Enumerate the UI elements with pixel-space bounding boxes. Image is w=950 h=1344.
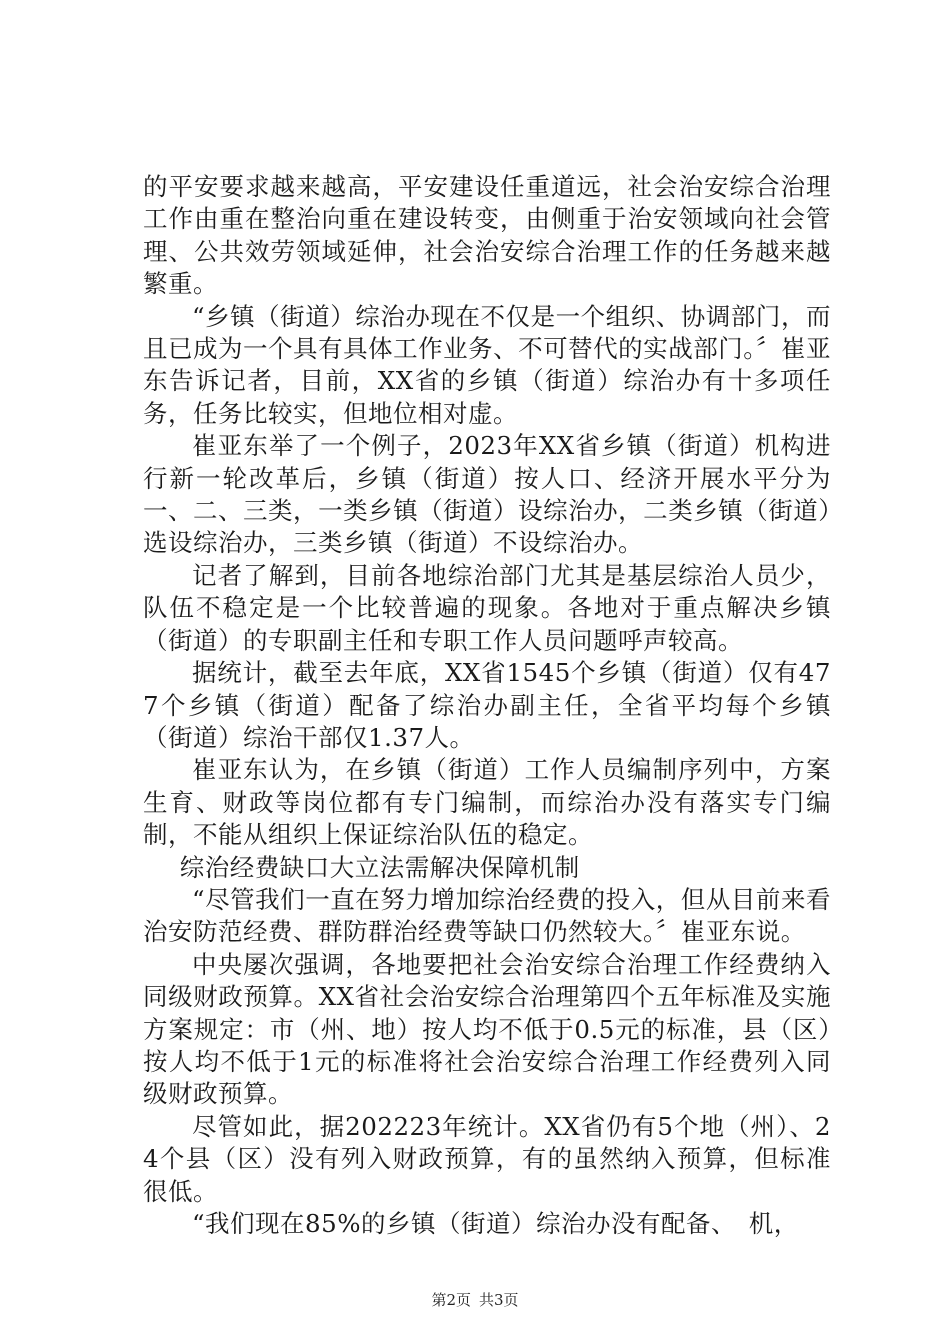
paragraph-staff-shortage: 记者了解到，目前各地综治部门尤其是基层综治人员少，队伍不稳定是一个比较普遍的现象。各地对于重点解决乡镇（街道）的专职副主任和专职工作人员问题呼声较高。 [143,560,831,655]
paragraph-reform-example: 崔亚东举了一个例子，2023年XX省乡镇（街道）机构进行新一轮改革后，乡镇（街道）按人口、经济开展水平分为一、二、三类，一类乡镇（街道）设综治办，二类乡镇（街道）选设综治办，三类乡镇（街道）不设综治办。 [143,431,831,558]
page-number: 第2页 [431,1291,471,1309]
paragraph-continued: 的平安要求越来越高，平安建设任重道远，社会治安综合治理工作由重在整治向重在建设转变，由侧重于治安领域向社会管理、公共效劳领域延伸，社会治安综合治理工作的任务越来越繁重。 [143,172,831,299]
paragraph-staffing-quota: 崔亚东认为，在乡镇（街道）工作人员编制序列中，方案生育、财政等岗位都有专门编制，而综治办没有落实专门编制，不能从组织上保证综治队伍的稳定。 [143,755,831,850]
paragraph-quote-cui: “乡镇（街道）综治办现在不仅是一个组织、协调部门，而且已成为一个具有具体工作业务、不可替代的实战部门。〞崔亚东告诉记者，目前，XX省的乡镇（街道）综治办有十多项任务，任务比较实，但地位相对虚。 [143,301,831,428]
paragraph-budget-stats: 尽管如此，据202223年统计。XX省仍有5个地（州）、24个县（区）没有列入财政预算，有的虽然纳入预算，但标准很低。 [143,1111,831,1206]
paragraph-equipment: “我们现在85%的乡镇（街道）综治办没有配备、 机， [192,1209,799,1238]
paragraph-funding-gap: “尽管我们一直在努力增加综治经费的投入，但从目前来看治安防范经费、群防群治经费等缺口仍然较大。〞崔亚东说。 [143,884,831,947]
page-footer [0,1290,950,1310]
paragraph-statistics: 据统计，截至去年底，XX省1545个乡镇（街道）仅有477个乡镇（街道）配备了综治办副主任，全省平均每个乡镇（街道）综治干部仅1.37人。 [143,658,831,752]
paragraph-central-policy: 中央屡次强调，各地要把社会治安综合治理工作经费纳入同级财政预算。XX省社会治安综合治理第四个五年标准及实施方案规定：市（州、地）按人均不低于0.5元的标准，县（区）按人均不低于1元的标准将社会治安综合治理工作经费列入同级财政预算。 [143,949,831,1109]
document-body [143,171,831,1240]
total-pages: 共3页 [479,1291,519,1309]
section-heading: 综治经费缺口大立法需解决保障机制 [179,852,580,882]
